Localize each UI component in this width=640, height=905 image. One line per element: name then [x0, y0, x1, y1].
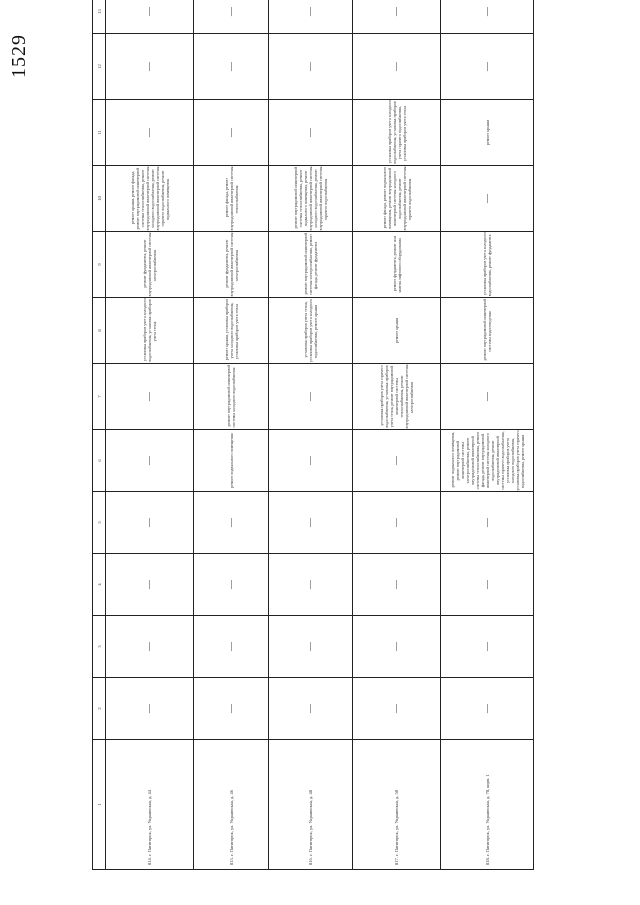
dash-cell: [194, 554, 269, 616]
dash-text: —: [481, 642, 492, 651]
dash-text: —: [144, 62, 154, 71]
work-text: ремонт фундамента, ремонт внутридомовой инженерной системы электроснабжения: [142, 232, 157, 297]
page-number: 1529: [8, 34, 30, 78]
col-num: 9: [93, 232, 106, 298]
dash-text: —: [391, 704, 401, 713]
dash-text: —: [481, 62, 492, 71]
dash-cell: [106, 492, 194, 554]
work-cell: [353, 166, 441, 232]
column-number-row: [93, 0, 106, 870]
work-text: ремонт внутридомовой инженерной системы холодного водоснабжения: [226, 364, 236, 428]
dash-text: —: [225, 7, 236, 16]
dash-cell: [106, 678, 194, 740]
dash-text: —: [225, 642, 236, 651]
dash-cell: [441, 554, 534, 616]
dash-cell: [194, 492, 269, 554]
work-text: установка приборов учета холодного водоснабжения, установка приборов учета горячего водоснабжения, установка приборов учета тепла: [386, 100, 407, 164]
row-number: 818.: [484, 857, 490, 865]
dash-cell: [106, 0, 194, 34]
dash-cell: [106, 616, 194, 678]
dash-text: —: [144, 456, 154, 465]
dash-cell: [269, 364, 353, 430]
dash-text: —: [144, 704, 154, 713]
work-cell: [194, 430, 269, 492]
dash-cell: [106, 364, 194, 430]
dash-text: —: [305, 392, 315, 401]
row-number: 817.: [394, 857, 399, 865]
work-text: ремонт фасада, ремонт внутридомовой инженерной системы теплоснабжения: [223, 166, 239, 231]
dash-cell: [441, 34, 534, 100]
repair-schedule-table: [92, 0, 534, 870]
work-cell: [106, 298, 194, 364]
dash-text: —: [144, 518, 154, 527]
dash-cell: [194, 34, 269, 100]
work-cell: [194, 298, 269, 364]
dash-text: —: [305, 518, 315, 527]
dash-text: —: [481, 580, 492, 589]
address-cell: [441, 740, 534, 870]
dash-cell: [353, 34, 441, 100]
work-text: установка приборов учета холодного водоснабжения, установка приборов учета тепла: [142, 298, 157, 362]
dash-text: —: [144, 7, 154, 16]
work-text: ремонт внутридомовой инженерной системы электроснабжения, ремонт фасада, ремонт фундамента: [303, 232, 318, 296]
dash-text: —: [481, 704, 492, 713]
row-number: 815.: [228, 857, 234, 865]
dash-cell: [269, 0, 353, 34]
dash-text: —: [225, 128, 236, 137]
dash-cell: [441, 0, 534, 34]
col-num: 12: [93, 34, 106, 100]
dash-text: —: [305, 62, 315, 71]
dash-cell: [353, 678, 441, 740]
work-cell: [269, 166, 353, 232]
work-cell: [194, 232, 269, 298]
dash-text: —: [391, 62, 401, 71]
dash-text: —: [305, 7, 315, 16]
work-text: ремонт крыши, установка приборов учета холодного водоснабжения, установка приборов учета тепла: [223, 298, 239, 361]
dash-cell: [441, 364, 534, 430]
dash-cell: [269, 554, 353, 616]
dash-cell: [106, 34, 194, 100]
table-row: [269, 0, 353, 870]
dash-text: —: [305, 642, 315, 651]
work-cell: [194, 364, 269, 430]
dash-cell: [269, 616, 353, 678]
dash-cell: [194, 0, 269, 34]
col-num: 6: [93, 430, 106, 492]
dash-cell: [353, 492, 441, 554]
address-text: г. Пятигорск, ул. Украинская, д. 48: [308, 789, 313, 856]
col-num: 2: [93, 678, 106, 740]
dash-text: —: [481, 518, 492, 527]
work-cell: [106, 166, 194, 232]
dash-cell: [269, 492, 353, 554]
work-text: ремонт крыши: [484, 119, 490, 146]
dash-cell: [441, 616, 534, 678]
col-num: 11: [93, 100, 106, 166]
work-cell: [441, 232, 534, 298]
dash-text: —: [391, 7, 401, 16]
dash-cell: [353, 554, 441, 616]
work-text: установка приборов учета холодного водоснабжения, ремонт фундамента: [482, 232, 492, 297]
work-text: ремонт подвального помещения: [228, 433, 234, 488]
work-cell: [353, 298, 441, 364]
col-num: 4: [93, 554, 106, 616]
dash-text: —: [391, 456, 401, 465]
address-text: г. Пятигорск, ул. Украинская, д. 46: [228, 789, 234, 856]
work-cell: [353, 232, 441, 298]
table-row: [194, 0, 269, 870]
col-num: 3: [93, 616, 106, 678]
work-cell: [194, 166, 269, 232]
work-cell: [353, 100, 441, 166]
dash-text: —: [305, 704, 315, 713]
dash-cell: [269, 430, 353, 492]
rotated-table-wrapper: [92, 7, 532, 870]
work-cell: [106, 232, 194, 298]
col-num: 13: [93, 0, 106, 34]
dash-text: —: [305, 128, 315, 137]
dash-text: —: [305, 456, 315, 465]
dash-cell: [441, 678, 534, 740]
work-text: ремонт внутридомовой инженерной системы водоотведения: [482, 298, 492, 361]
dash-text: —: [225, 518, 236, 527]
table-row: [106, 0, 194, 870]
col-num: 1: [93, 740, 106, 870]
dash-cell: [106, 100, 194, 166]
work-text: установка приборов учета горячего водоснабжения, установка приборов учета тепла, ремонт внутридомовой инженерной системы теплоснабжения, ремонт внутридомовой инженерной системы электроснабжения: [379, 364, 414, 429]
dash-cell: [441, 492, 534, 554]
dash-text: —: [305, 580, 315, 589]
dash-text: —: [225, 62, 236, 71]
dash-text: —: [481, 392, 492, 401]
dash-text: —: [225, 580, 236, 589]
work-text: ремонт фундамента, ремонт внутридомовой инженерной системы электроснабжения: [223, 232, 239, 297]
address-text: г. Пятигорск, ул. Украинская, д. 50: [394, 789, 399, 856]
work-text: ремонт внутридомовой инженерной системы теплоснабжения, ремонт подвального помещения, ремонт внутридомовой инженерной системы холодного водоснабжения, ремонт внутридомовой инженерной системы горячего водоснабжения: [293, 166, 328, 231]
col-num: 5: [93, 492, 106, 554]
address-cell: [353, 740, 441, 870]
table-row: [353, 0, 441, 870]
address-cell: [194, 740, 269, 870]
dash-text: —: [481, 194, 492, 203]
work-text: ремонт фундамента, ремонт или замена лифтового оборудования: [391, 235, 402, 293]
dash-cell: [269, 34, 353, 100]
work-text: ремонт фасада, ремонт подвального помещения, ремонт внутридомовой инженерной системы холодного водоснабжения, ремонт внутридомовой инженерной системы горячего водоснабжения: [381, 166, 412, 231]
dash-text: —: [144, 642, 154, 651]
col-num: 10: [93, 166, 106, 232]
row-number: 816.: [308, 857, 313, 865]
address-text: г. Пятигорск, ул. Украинская, д. 70, корп. 1: [484, 774, 490, 856]
dash-cell: [353, 0, 441, 34]
dash-cell: [194, 678, 269, 740]
dash-text: —: [144, 580, 154, 589]
dash-text: —: [144, 128, 154, 137]
work-cell: [441, 100, 534, 166]
address-cell: [269, 740, 353, 870]
work-text: ремонт крыши, ремонт фасада, ремонт внутридомовой инженерной системы теплоснабжения, ремонт внутридомовой инженерной системы холодного водоснабжения, ремонт внутридомовой инженерной системы горячего водоснабжения, ремонт подвального помещения: [129, 166, 170, 231]
dash-cell: [269, 678, 353, 740]
work-cell: [441, 430, 534, 492]
dash-cell: [194, 616, 269, 678]
table-row: [441, 0, 534, 870]
dash-cell: [194, 100, 269, 166]
work-text: установка приборов учета тепла, установка приборов учета холодного водоснабжения, ремонт крыши: [303, 299, 318, 362]
work-cell: [269, 298, 353, 364]
dash-text: —: [391, 518, 401, 527]
address-text: г. Пятигорск, ул. Украинская, д. 44: [147, 789, 152, 856]
row-number: 814.: [147, 857, 152, 865]
dash-cell: [353, 430, 441, 492]
dash-cell: [269, 100, 353, 166]
work-cell: [269, 232, 353, 298]
work-text: ремонт крыши: [394, 317, 399, 344]
dash-text: —: [144, 392, 154, 401]
col-num: 8: [93, 298, 106, 364]
dash-text: —: [481, 7, 492, 16]
dash-text: —: [225, 704, 236, 713]
dash-text: —: [391, 642, 401, 651]
col-num: 7: [93, 364, 106, 430]
work-cell: [441, 298, 534, 364]
dash-text: —: [391, 580, 401, 589]
dash-cell: [353, 616, 441, 678]
work-cell: [353, 364, 441, 430]
address-cell: [106, 740, 194, 870]
dash-cell: [441, 166, 534, 232]
dash-cell: [106, 554, 194, 616]
dash-cell: [106, 430, 194, 492]
work-text: ремонт подвального помещения, ремонт внутридомовой инженерной системы электроснабжения, ремонт внутридомовой инженерной системы теплоснабжения, ремонт фасада, ремонт внутридомовой инженерной системы холодного водоснабжения, ремонт внутридомовой инженерной системы горячего водоснабжения, установка приборов учета холодного водоснабжения, установка приборов учета горячего водоснабжения, ремонт крыши: [449, 430, 525, 491]
